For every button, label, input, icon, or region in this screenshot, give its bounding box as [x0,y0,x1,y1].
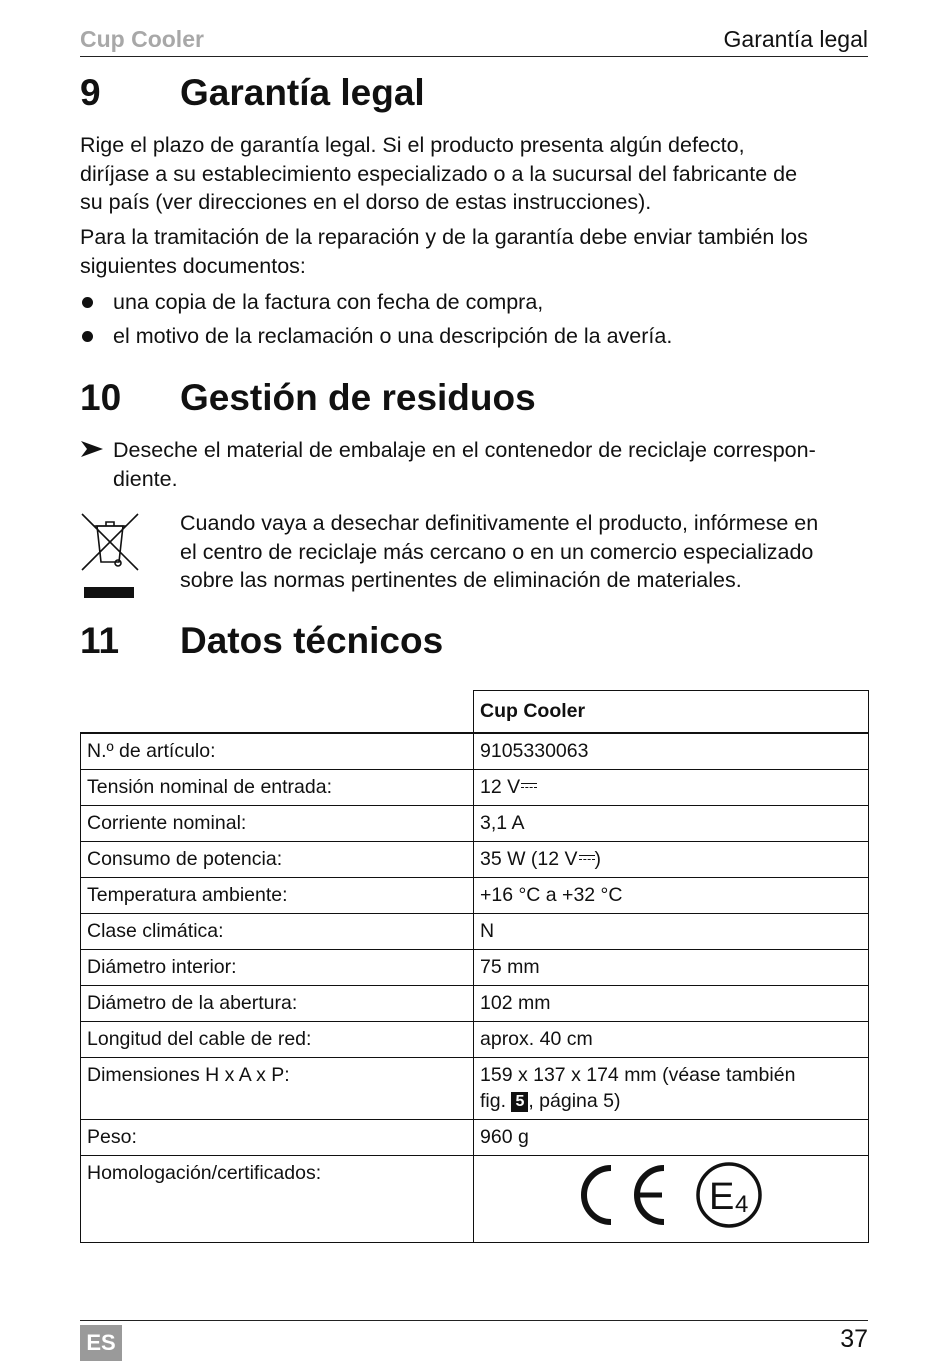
table-row: Homologación/certificados: E 4 [81,1156,869,1243]
page-header [80,24,868,57]
dc-symbol-icon [579,853,595,863]
table-row: Clase climática: N [81,914,869,950]
disposal-note: Cuando vaya a desechar definitivamente el producto, infórmese en el centro de reciclaje más cercano o en un comercio especializado sobre las normas pertinentes de eliminación de materiales. [180,511,819,592]
page-number: 37 [840,1325,868,1353]
technical-data-table [80,690,869,1243]
section-number: 11 [80,620,120,661]
crossed-out-wheelie-bin-icon [80,512,140,600]
bullet-icon [82,331,93,342]
table-header-product: Cup Cooler [474,691,869,734]
arrow-right-icon [80,437,104,461]
table-row: Consumo de potencia: 35 W (12 V ) [81,842,869,878]
section-title: Datos técnicos [180,620,444,661]
table-header-row [81,691,869,734]
table-row: Tensión nominal de entrada: 12 V [81,770,869,806]
dc-symbol-icon [521,781,537,791]
warranty-paragraph-2: Para la tramitación de la reparación y de la garantía debe enviar también los siguientes documentos: [80,225,808,278]
table-row: Corriente nominal: 3,1 A [81,806,869,842]
section-title: Gestión de residuos [180,377,536,418]
figure-reference: 5 [511,1092,528,1112]
svg-text:4: 4 [735,1191,749,1218]
warranty-paragraph-1: Rige el plazo de garantía legal. Si el producto presenta algún defecto, diríjase a su establecimiento especializado o a la sucursal del fabricante de su país (ver direcciones en el dorso de estas instrucciones). [80,133,798,214]
e4-mark-icon [698,1164,760,1226]
packaging-instruction: Deseche el material de embalaje en el contenedor de reciclaje correspon- diente. [113,438,816,491]
section-title: Garantía legal [180,72,425,113]
section-9-heading [80,72,425,114]
table-row: N.º de artículo: 9105330063 [81,733,869,770]
table-row: Diámetro de la abertura: 102 mm [81,986,869,1022]
page-footer [80,1320,868,1355]
table-row: Longitud del cable de red: aprox. 40 cm [81,1022,869,1058]
header-section: Garantía legal [723,26,868,52]
bullet-icon [82,297,93,308]
table-row: Dimensiones H x A x P: 159 x 137 x 174 mm (véase también fig. 5 , página 5) [81,1058,869,1120]
table-row: Peso: 960 g [81,1120,869,1156]
section-number: 10 [80,377,122,418]
table-row: Diámetro interior: 75 mm [81,950,869,986]
section-number: 9 [80,72,101,113]
header-product: Cup Cooler [80,26,204,52]
section-10-heading [80,377,536,419]
svg-text:E: E [709,1176,735,1218]
ce-mark-icon [584,1168,664,1222]
language-badge: ES [80,1325,122,1361]
section-11-heading [80,620,443,662]
table-row: Temperatura ambiente: +16 °C a +32 °C [81,878,869,914]
certification-marks [571,1160,771,1230]
